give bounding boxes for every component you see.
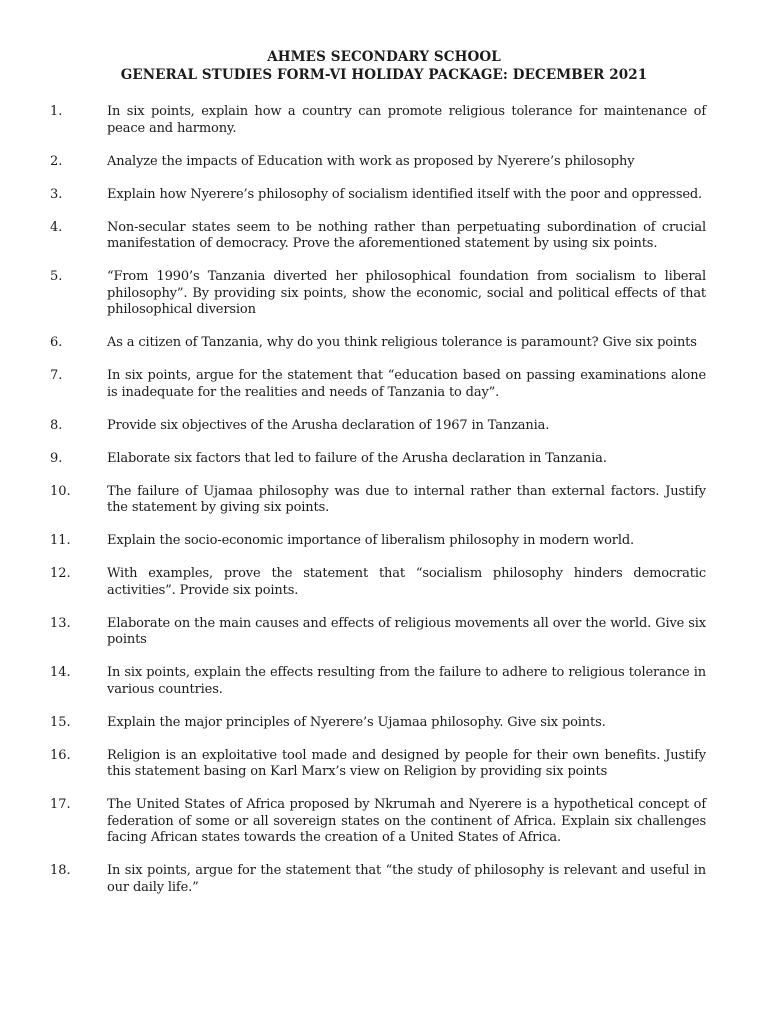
- question-item: [0, 484, 768, 517]
- question-item: [0, 104, 768, 137]
- question-number: 5.: [50, 269, 63, 284]
- question-number: 9.: [50, 450, 63, 466]
- question-number: 13.: [50, 615, 71, 631]
- question-text: “From 1990’s Tanzania diverted her philosophical foundation from socialism to liberal philosophy”. By providing six points, show the economic, social and political effects of that philosophical diversion: [107, 269, 706, 317]
- question-item: [0, 187, 768, 204]
- question-item: [0, 335, 768, 352]
- question-number: 4.: [50, 219, 63, 235]
- question-item: [0, 220, 768, 253]
- question-item: [0, 418, 768, 435]
- question-text: In six points, explain how a country can promote religious tolerance for maintenance of peace and harmony.: [107, 104, 706, 136]
- question-item: [0, 566, 768, 599]
- question-number: 6.: [50, 335, 63, 350]
- question-text: Explain how Nyerere’s philosophy of socialism identified itself with the poor and oppressed.: [107, 186, 703, 202]
- question-text: With examples, prove the statement that “socialism philosophy hinders democratic activities”. Provide six points.: [107, 566, 706, 598]
- question-item: [0, 797, 768, 847]
- question-item: [0, 368, 768, 401]
- question-number: 17.: [50, 797, 71, 812]
- question-list: [0, 104, 768, 913]
- question-number: 1.: [50, 104, 63, 119]
- question-text: Explain the major principles of Nyerere’s Ujamaa philosophy. Give six points.: [107, 714, 606, 730]
- question-number: 3.: [50, 186, 63, 202]
- question-number: 10.: [50, 483, 71, 499]
- question-number: 18.: [50, 863, 71, 878]
- question-item: [0, 715, 768, 732]
- question-item: [0, 269, 768, 319]
- question-item: [0, 154, 768, 171]
- question-text: Religion is an exploitative tool made and designed by people for their own benefits. Justify this statement basing on Karl Marx’s view on Religion by providing six points: [107, 747, 706, 779]
- question-text: Non-secular states seem to be nothing rather than perpetuating subordination of crucial manifestation of democracy. Prove the aforementioned statement by using six points.: [107, 219, 706, 251]
- question-text: The failure of Ujamaa philosophy was due to internal rather than external factors. Justify the statement by giving six points.: [107, 483, 706, 515]
- question-number: 14.: [50, 665, 71, 680]
- question-text: Analyze the impacts of Education with work as proposed by Nyerere’s philosophy: [107, 153, 635, 169]
- question-number: 15.: [50, 714, 71, 730]
- question-number: 2.: [50, 153, 63, 169]
- question-text: In six points, argue for the statement that “education based on passing examinations alone is inadequate for the realities and needs of Tanzania to day”.: [107, 368, 706, 400]
- question-number: 7.: [50, 368, 63, 383]
- question-item: [0, 665, 768, 698]
- question-number: 11.: [50, 533, 71, 548]
- school-name: AHMES SECONDARY SCHOOL: [267, 49, 501, 65]
- question-item: [0, 748, 768, 781]
- document-title: GENERAL STUDIES FORM-VI HOLIDAY PACKAGE: DECEMBER 2021: [120, 67, 648, 83]
- question-text: Provide six objectives of the Arusha declaration of 1967 in Tanzania.: [107, 417, 550, 433]
- question-text: As a citizen of Tanzania, why do you think religious tolerance is paramount? Give six points: [107, 335, 697, 350]
- question-number: 16.: [50, 747, 71, 763]
- question-text: Elaborate on the main causes and effects of religious movements all over the world. Give six points: [107, 615, 706, 647]
- question-item: [0, 533, 768, 550]
- question-item: [0, 451, 768, 468]
- question-text: In six points, explain the effects resulting from the failure to adhere to religious tolerance in various countries.: [107, 665, 706, 697]
- question-text: In six points, argue for the statement that “the study of philosophy is relevant and useful in our daily life.”: [107, 863, 706, 895]
- question-text: Elaborate six factors that led to failure of the Arusha declaration in Tanzania.: [107, 450, 607, 466]
- question-item: [0, 863, 768, 896]
- question-number: 12.: [50, 566, 71, 581]
- question-number: 8.: [50, 417, 63, 433]
- question-text: Explain the socio-economic importance of liberalism philosophy in modern world.: [107, 533, 634, 548]
- question-text: The United States of Africa proposed by Nkrumah and Nyerere is a hypothetical concept of federation of some or all sovereign states on the continent of Africa. Explain six challenges facing African states towards the creation of a United States of Africa.: [107, 797, 706, 845]
- question-item: [0, 616, 768, 649]
